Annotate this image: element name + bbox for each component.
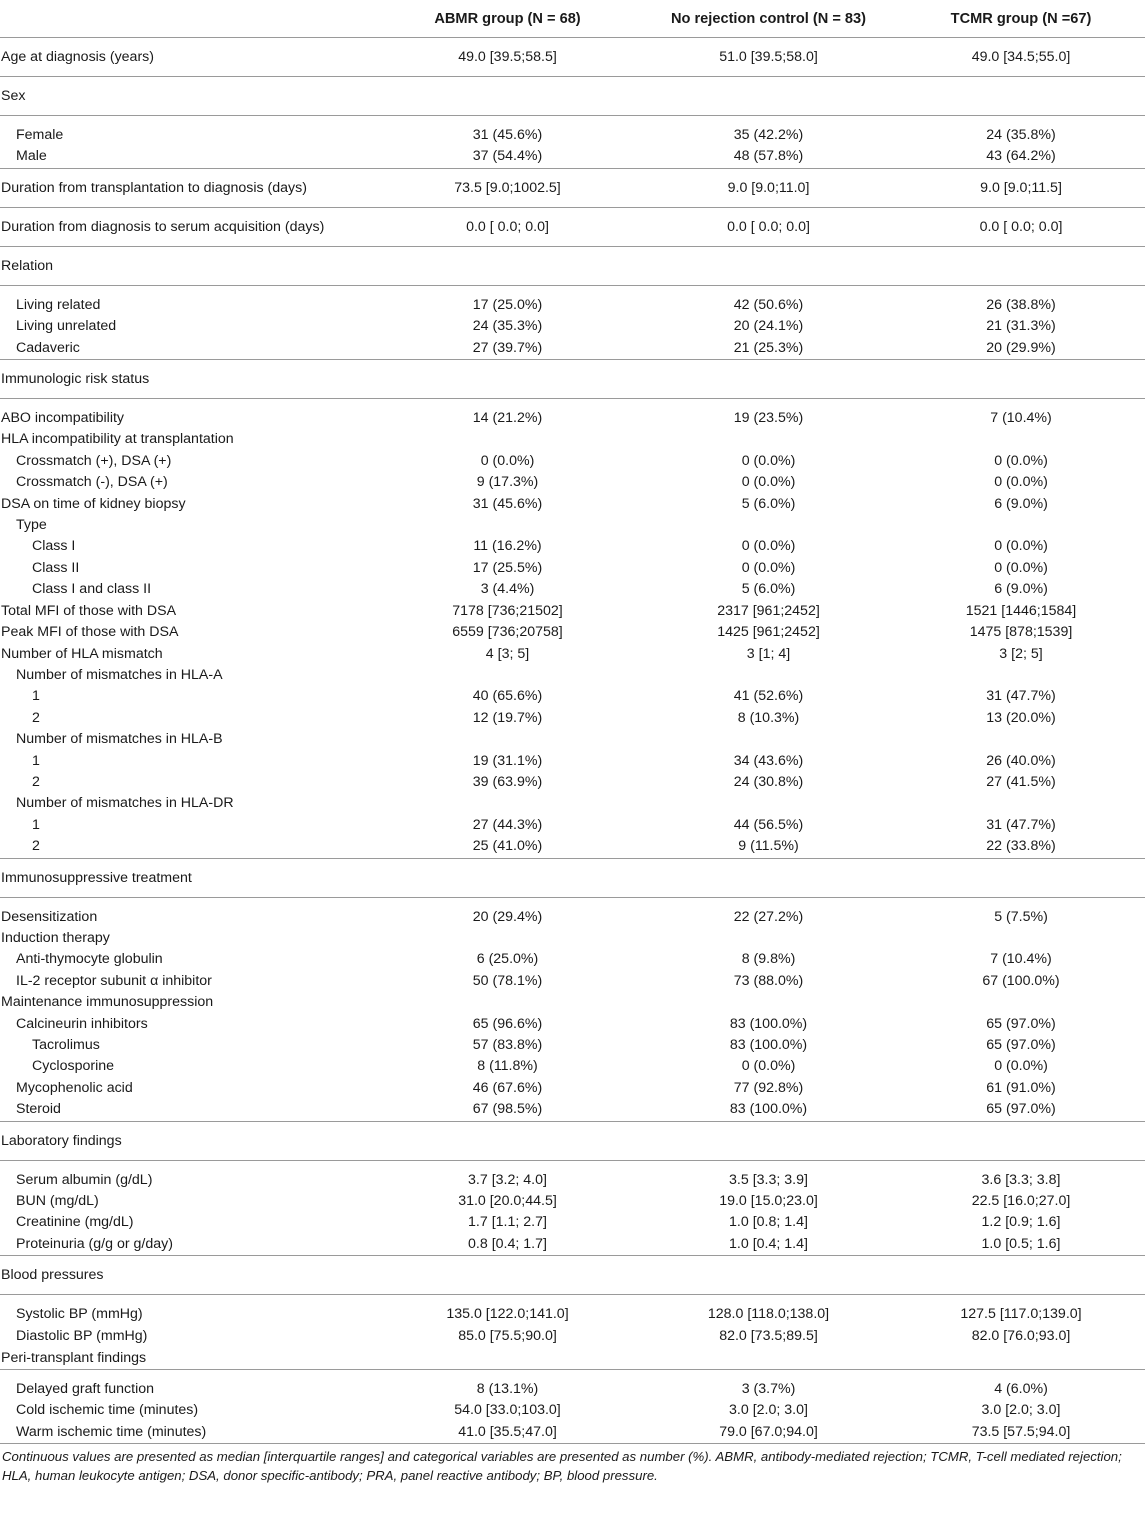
no-rejection-value: 79.0 [67.0;94.0] [719,1423,818,1440]
abmr-value: 11 (16.2%) [473,538,542,555]
table-row [0,772,1145,793]
row-label: Crossmatch (+), DSA (+) [16,452,172,469]
abmr-value: 17 (25.0%) [375,285,640,316]
tcmr-value: 65 (97.0%) [986,1015,1056,1032]
no-rejection-value [640,665,897,686]
row-label: Peak MFI of those with DSA [1,624,179,641]
tcmr-value: 22 (33.8%) [986,838,1056,855]
no-rejection-value: 0 (0.0%) [741,452,796,469]
abmr-value: 135.0 [122.0;141.0] [375,1295,640,1326]
table-row [0,146,1145,168]
no-rejection-value: 48 (57.8%) [733,148,804,165]
row-label: Age at diagnosis (years) [0,38,375,77]
tcmr-value: 9.0 [9.0;11.5] [897,168,1145,207]
abmr-value: 31.0 [20.0;44.5] [458,1193,557,1210]
tcmr-value: 3.6 [3.3; 3.8] [897,1160,1145,1191]
tcmr-value: 31 (47.7%) [986,816,1056,833]
no-rejection-value: 44 (56.5%) [733,816,804,833]
header-no-rejection-control: No rejection control (N = 83) [640,0,897,38]
row-label: Duration from transplantation to diagnosis (days) [0,168,375,207]
abmr-value: 39 (63.9%) [472,773,543,790]
tcmr-value: 4 (6.0%) [897,1370,1145,1401]
row-label: Total MFI of those with DSA [1,602,177,619]
row-label: Cold ischemic time (minutes) [16,1402,199,1419]
abmr-value: 0.8 [0.4; 1.7] [468,1235,547,1252]
table-row [0,1422,1145,1443]
row-label: 1 [32,816,40,833]
no-rejection-value: 5 (6.0%) [741,581,796,598]
no-rejection-value: 42 (50.6%) [640,285,897,316]
table-row [0,515,1145,536]
section-title: Immunologic risk status [0,360,1145,399]
table-row [0,897,1145,928]
table-row [0,992,1145,1013]
tcmr-value: 7 (10.4%) [897,399,1145,430]
no-rejection-value: 0 (0.0%) [741,559,796,576]
no-rejection-value: 8 (10.3%) [737,709,800,726]
abmr-value: 8 (11.8%) [477,1058,538,1075]
table-row [0,665,1145,686]
abmr-value [375,793,640,814]
tcmr-value: 0 (0.0%) [994,559,1048,576]
tcmr-value: 49.0 [34.5;55.0] [897,38,1145,77]
table-row [0,1035,1145,1056]
table-row [0,168,1145,207]
no-rejection-value: 34 (43.6%) [733,752,804,769]
row-label: Class I [32,538,76,555]
row-label: Diastolic BP (mmHg) [16,1327,148,1344]
tcmr-value: 0.0 [ 0.0; 0.0] [897,207,1145,246]
table-body [0,38,1145,1444]
row-label: Number of mismatches in HLA-A [16,666,223,683]
table-row [0,1326,1145,1347]
no-rejection-value: 83 (100.0%) [729,1101,808,1118]
abmr-value [375,665,640,686]
row-label: Male [16,148,47,165]
row-label: Maintenance immunosuppression [1,994,214,1011]
no-rejection-value [640,793,897,814]
no-rejection-value: 1.0 [0.4; 1.4] [729,1235,808,1252]
abmr-value: 12 (19.7%) [472,709,543,726]
abmr-value: 14 (21.2%) [375,399,640,430]
row-label: IL-2 receptor subunit α inhibitor [16,972,212,989]
row-label: Class I and class II [32,581,152,598]
tcmr-value: 1.2 [0.9; 1.6] [981,1214,1061,1231]
abmr-value: 54.0 [33.0;103.0] [454,1402,561,1419]
tcmr-value: 24 (35.8%) [897,116,1145,147]
abmr-value: 41.0 [35.5;47.0] [458,1423,557,1440]
tcmr-value [897,928,1145,949]
table-row [0,1160,1145,1191]
abmr-value: 7178 [736;21502] [452,602,563,619]
no-rejection-value: 1425 [961;2452] [717,624,820,641]
table-row [0,1078,1145,1099]
tcmr-value: 13 (20.0%) [986,709,1056,726]
table-row [0,1014,1145,1035]
no-rejection-value [640,928,897,949]
tcmr-value: 7 (10.4%) [990,951,1052,968]
no-rejection-value: 83 (100.0%) [729,1015,808,1032]
header-label-column [0,0,375,38]
tcmr-value: 6 (9.0%) [994,495,1048,512]
tcmr-value: 65 (97.0%) [986,1037,1056,1053]
tcmr-value: 26 (40.0%) [986,752,1056,769]
abmr-value: 31 (45.6%) [375,116,640,147]
table-row [0,644,1145,665]
table-row [0,536,1145,557]
section-title: Peri-transplant findings [1,1350,147,1367]
abmr-value: 4 [3; 5] [485,645,530,662]
no-rejection-value: 2317 [961;2452] [717,602,820,619]
table-row [0,338,1145,360]
table-row [0,928,1145,949]
tcmr-value [897,729,1145,750]
abmr-value: 20 (29.4%) [375,897,640,928]
tcmr-value: 3 [2; 5] [999,645,1043,662]
table-row [0,622,1145,643]
abmr-value: 40 (65.6%) [472,688,543,705]
no-rejection-value: 83 (100.0%) [729,1037,808,1053]
abmr-value: 27 (39.7%) [472,339,543,356]
table-row [0,601,1145,622]
row-label: DSA on time of kidney biopsy [1,495,186,512]
tcmr-value: 1521 [1446;1584] [965,602,1077,619]
abmr-value: 49.0 [39.5;58.5] [375,38,640,77]
row-label: ABO incompatibility [0,399,375,430]
tcmr-value: 65 (97.0%) [986,1101,1056,1118]
no-rejection-value: 19.0 [15.0;23.0] [719,1193,818,1210]
table-row [0,316,1145,337]
table-row [0,472,1145,493]
no-rejection-value [640,992,897,1013]
abmr-value: 65 (96.6%) [472,1015,543,1032]
abmr-value: 85.0 [75.5;90.0] [458,1327,557,1344]
abmr-value: 37 (54.4%) [472,148,543,165]
section-header-row [0,246,1145,285]
tcmr-value [897,665,1145,686]
tcmr-value: 26 (38.8%) [897,285,1145,316]
table-row [0,1212,1145,1233]
abmr-value: 3 (4.4%) [480,581,535,598]
table-row [0,708,1145,729]
row-label: Serum albumin (g/dL) [0,1160,375,1191]
table-row [0,579,1145,600]
no-rejection-value: 3 [1; 4] [746,645,791,662]
row-label: Number of mismatches in HLA-B [16,731,223,748]
row-label: Living unrelated [16,318,117,335]
row-label: Steroid [16,1101,61,1118]
abmr-value: 46 (67.6%) [472,1079,543,1096]
tcmr-value [897,429,1145,450]
row-label: Proteinuria (g/g or g/day) [16,1235,173,1252]
no-rejection-value: 5 (6.0%) [741,495,796,512]
row-label: Systolic BP (mmHg) [0,1295,375,1326]
abmr-value: 24 (35.3%) [472,318,543,335]
table-row [0,116,1145,147]
section-title: Sex [0,77,1145,116]
no-rejection-value: 41 (52.6%) [733,688,804,705]
abmr-value: 27 (44.3%) [472,816,543,833]
table-row [0,1056,1145,1077]
row-label: Type [16,517,47,534]
table-row [0,686,1145,707]
table-row [0,949,1145,970]
table-row [0,207,1145,246]
no-rejection-value: 77 (92.8%) [733,1079,804,1096]
tcmr-value: 27 (41.5%) [986,773,1056,790]
abmr-value [375,515,640,536]
abmr-value [375,429,640,450]
tcmr-value: 3.0 [2.0; 3.0] [981,1402,1061,1419]
no-rejection-value: 0 (0.0%) [741,1058,796,1075]
row-label: Female [0,116,375,147]
row-label: Delayed graft function [0,1370,375,1401]
no-rejection-value: 0 (0.0%) [741,474,796,491]
row-label: Desensitization [0,897,375,928]
section-title: Immunosuppressive treatment [0,858,1145,897]
header-tcmr-group: TCMR group (N =67) [897,0,1145,38]
abmr-value [375,992,640,1013]
abmr-value [375,729,640,750]
section-title: Laboratory findings [0,1121,1145,1160]
table-row [0,38,1145,77]
row-label: Number of mismatches in HLA-DR [16,795,234,812]
abmr-value: 0 (0.0%) [480,452,535,469]
table-row [0,729,1145,750]
tcmr-value: 21 (31.3%) [986,318,1056,335]
section-header-row [0,1256,1145,1295]
abmr-value: 25 (41.0%) [472,838,543,855]
tcmr-value: 0 (0.0%) [994,452,1048,469]
tcmr-value: 82.0 [76.0;93.0] [971,1327,1071,1344]
abmr-value: 1.7 [1.1; 2.7] [468,1214,547,1231]
tcmr-value: 1.0 [0.5; 1.6] [981,1235,1061,1252]
row-label: Anti-thymocyte globulin [16,951,163,968]
tcmr-value: 73.5 [57.5;94.0] [971,1423,1071,1440]
row-label: 2 [32,773,40,790]
row-label: Cyclosporine [32,1058,115,1075]
row-label: Number of HLA mismatch [1,645,163,662]
row-label: Creatinine (mg/dL) [16,1214,134,1231]
section-header-row [0,360,1145,399]
abmr-value: 9 (17.3%) [476,474,539,491]
abmr-value [375,928,640,949]
row-label: Mycophenolic acid [16,1079,133,1096]
abmr-value: 73.5 [9.0;1002.5] [375,168,640,207]
tcmr-value: 0 (0.0%) [994,538,1048,555]
section-header-row [0,77,1145,116]
table-row [0,494,1145,515]
row-label: Living related [0,285,375,316]
no-rejection-value: 9.0 [9.0;11.0] [640,168,897,207]
no-rejection-value: 1.0 [0.8; 1.4] [729,1214,808,1231]
row-label: Duration from diagnosis to serum acquisition (days) [0,207,375,246]
row-label: Induction therapy [1,929,110,946]
row-label: Cadaveric [16,339,80,356]
table-row [0,1234,1145,1256]
table-row [0,1295,1145,1326]
table-header [0,0,1145,38]
no-rejection-value: 9 (11.5%) [738,838,799,855]
no-rejection-value: 21 (25.3%) [733,339,804,356]
row-label: 2 [32,838,40,855]
tcmr-value: 0 (0.0%) [994,474,1048,491]
row-label: Calcineurin inhibitors [16,1015,148,1032]
tcmr-value: 20 (29.9%) [986,339,1056,356]
table-row [0,558,1145,579]
table-row [0,285,1145,316]
table-row [0,1191,1145,1212]
no-rejection-value: 128.0 [118.0;138.0] [640,1295,897,1326]
row-label: BUN (mg/dL) [16,1193,99,1210]
tcmr-value [897,515,1145,536]
tcmr-value: 0 (0.0%) [994,1058,1048,1075]
section-header-row [0,1121,1145,1160]
section-header-row [0,1347,1145,1370]
no-rejection-value: 22 (27.2%) [640,897,897,928]
table-row [0,1400,1145,1421]
no-rejection-value [640,515,897,536]
table-row [0,429,1145,450]
no-rejection-value: 3 (3.7%) [640,1370,897,1401]
table-footnote: Continuous values are presented as median [interquartile ranges] and categorical variables are presented as number (%). ABMR, antibody-mediated rejection; TCMR, T-cell mediated rejection; HLA, human leukocyte antigen; DSA, donor specific-antibody; PRA, panel reactive antibody; BP, blood pressure. [0,1443,1145,1485]
tcmr-value: 43 (64.2%) [986,148,1056,165]
table-row [0,836,1145,858]
tcmr-value: 22.5 [16.0;27.0] [971,1193,1071,1210]
tcmr-value: 1475 [878;1539] [969,624,1073,641]
tcmr-value [897,992,1145,1013]
no-rejection-value: 20 (24.1%) [733,318,804,335]
row-label: 1 [32,752,40,769]
table-row [0,399,1145,430]
table-row [0,1099,1145,1121]
row-label: Warm ischemic time (minutes) [16,1423,207,1440]
tcmr-value: 61 (91.0%) [986,1079,1056,1096]
tcmr-value: 31 (47.7%) [986,688,1056,705]
abmr-value: 31 (45.6%) [472,495,543,512]
no-rejection-value [640,429,897,450]
no-rejection-value: 73 (88.0%) [733,972,804,989]
abmr-value: 6 (25.0%) [476,951,539,968]
tcmr-value [897,793,1145,814]
row-label: 2 [32,709,40,726]
table-row [0,793,1145,814]
no-rejection-value: 3.0 [2.0; 3.0] [729,1402,808,1419]
tcmr-value: 127.5 [117.0;139.0] [897,1295,1145,1326]
no-rejection-value: 19 (23.5%) [640,399,897,430]
row-label: Tacrolimus [32,1037,100,1053]
no-rejection-value [640,729,897,750]
no-rejection-value: 24 (30.8%) [733,773,804,790]
no-rejection-value: 3.5 [3.3; 3.9] [640,1160,897,1191]
abmr-value: 19 (31.1%) [472,752,543,769]
section-title: Blood pressures [0,1256,1145,1295]
row-label: 1 [32,688,40,705]
section-title: Relation [0,246,1145,285]
abmr-value: 8 (13.1%) [375,1370,640,1401]
abmr-value: 67 (98.5%) [472,1101,543,1118]
tcmr-value: 67 (100.0%) [982,972,1060,989]
no-rejection-value: 51.0 [39.5;58.0] [640,38,897,77]
tcmr-value: 6 (9.0%) [994,581,1048,598]
table-row [0,815,1145,836]
abmr-value: 57 (83.8%) [472,1037,543,1053]
no-rejection-value: 8 (9.8%) [741,951,796,968]
table-row [0,751,1145,772]
abmr-value: 50 (78.1%) [472,972,543,989]
abmr-value: 6559 [736;20758] [452,624,563,641]
section-header-row [0,858,1145,897]
row-label: Crossmatch (-), DSA (+) [16,474,168,491]
row-label: Class II [32,559,80,576]
no-rejection-value: 35 (42.2%) [640,116,897,147]
table-row [0,451,1145,472]
table-row [0,971,1145,992]
tcmr-value: 5 (7.5%) [897,897,1145,928]
header-abmr-group: ABMR group (N = 68) [375,0,640,38]
no-rejection-value: 82.0 [73.5;89.5] [719,1327,818,1344]
abmr-value: 0.0 [ 0.0; 0.0] [375,207,640,246]
abmr-value: 3.7 [3.2; 4.0] [375,1160,640,1191]
abmr-value: 17 (25.5%) [472,559,543,576]
row-label: HLA incompatibility at transplantation [1,431,234,448]
no-rejection-value: 0.0 [ 0.0; 0.0] [640,207,897,246]
no-rejection-value: 0 (0.0%) [741,538,796,555]
table-row [0,1370,1145,1401]
